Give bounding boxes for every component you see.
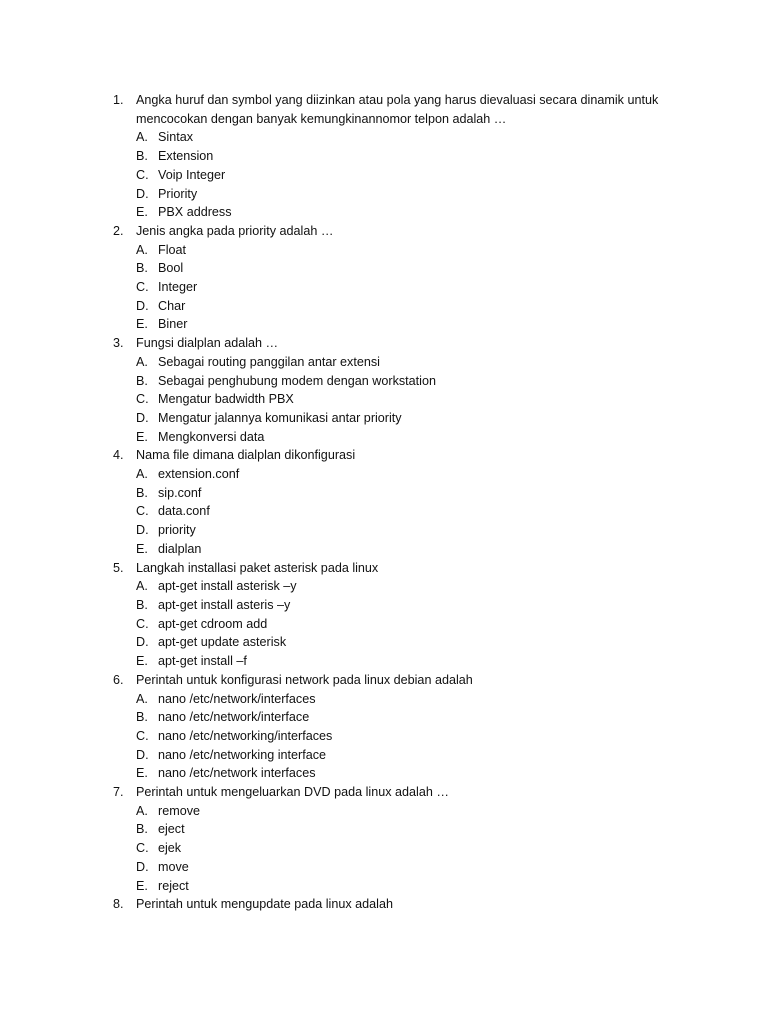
option-letter: B. (136, 822, 148, 837)
option-letter: A. (136, 130, 148, 145)
option-letter: A. (136, 691, 148, 706)
option-list (0, 353, 768, 447)
option-letter: C. (136, 280, 149, 295)
option-item (0, 521, 768, 540)
option-letter: C. (136, 841, 149, 856)
option-text: apt-get install asteris –y (158, 597, 291, 612)
option-item (0, 596, 768, 615)
question-number: 8. (113, 897, 124, 912)
option-letter: C. (136, 392, 149, 407)
option-item (0, 147, 768, 166)
question-stem: Perintah untuk konfigurasi network pada linux debian adalah (136, 672, 473, 687)
option-item (0, 278, 768, 297)
option-text: Mengkonversi data (158, 429, 265, 444)
option-item (0, 297, 768, 316)
option-text: Mengatur jalannya komunikasi antar priority (158, 410, 402, 425)
option-item (0, 185, 768, 204)
question-text (0, 783, 768, 802)
option-list (0, 241, 768, 335)
option-text: priority (158, 523, 196, 538)
option-letter: D. (136, 186, 149, 201)
option-text: remove (158, 803, 200, 818)
question-5 (0, 559, 768, 671)
option-letter: B. (136, 261, 148, 276)
option-item (0, 858, 768, 877)
option-letter: B. (136, 597, 148, 612)
option-letter: D. (136, 747, 149, 762)
option-text: apt-get install asterisk –y (158, 579, 297, 594)
option-letter: C. (136, 728, 149, 743)
option-text: data.conf (158, 504, 210, 519)
question-stem: Langkah installasi paket asterisk pada linux (136, 560, 379, 575)
option-item (0, 577, 768, 596)
option-text: Integer (158, 280, 198, 295)
option-letter: E. (136, 766, 148, 781)
option-letter: D. (136, 523, 149, 538)
option-letter: C. (136, 167, 149, 182)
option-text: Bool (158, 261, 184, 276)
option-letter: D. (136, 635, 149, 650)
option-item (0, 802, 768, 821)
option-item (0, 877, 768, 896)
option-letter: E. (136, 317, 148, 332)
option-item (0, 615, 768, 634)
question-number: 5. (113, 560, 124, 575)
option-letter: E. (136, 205, 148, 220)
option-text: dialplan (158, 541, 202, 556)
question-text (0, 334, 768, 353)
option-text: Float (158, 242, 186, 257)
option-text: Mengatur badwidth PBX (158, 392, 294, 407)
question-stem: Nama file dimana dialplan dikonfigurasi (136, 448, 356, 463)
question-8 (0, 895, 768, 914)
option-letter: A. (136, 467, 148, 482)
option-text: Voip Integer (158, 167, 226, 182)
option-text: eject (158, 822, 185, 837)
question-stem: Perintah untuk mengeluarkan DVD pada linux adalah … (136, 785, 449, 800)
question-stem: Angka huruf dan symbol yang diizinkan atau pola yang harus dievaluasi secara dinamik untuk mencocokan dengan banyak kemungkinannomor telpon adalah … (136, 93, 659, 126)
question-text (0, 895, 768, 914)
option-text: Extension (158, 149, 214, 164)
option-text: extension.conf (158, 467, 240, 482)
option-text: PBX address (158, 205, 232, 220)
option-item (0, 727, 768, 746)
option-text: Biner (158, 317, 188, 332)
option-letter: A. (136, 354, 148, 369)
option-text: apt-get update asterisk (158, 635, 287, 650)
option-text: Sebagai routing panggilan antar extensi (158, 354, 380, 369)
question-number: 3. (113, 336, 124, 351)
option-list (0, 128, 768, 222)
question-number: 1. (113, 93, 124, 107)
option-item (0, 540, 768, 559)
option-text: nano /etc/network/interfaces (158, 691, 316, 706)
option-letter: B. (136, 149, 148, 164)
option-text: apt-get cdroom add (158, 616, 268, 631)
option-letter: C. (136, 504, 149, 519)
question-4 (0, 446, 768, 558)
option-item (0, 484, 768, 503)
option-item (0, 839, 768, 858)
option-letter: C. (136, 616, 149, 631)
option-letter: D. (136, 859, 149, 874)
option-text: move (158, 859, 189, 874)
question-3 (0, 334, 768, 446)
option-item (0, 409, 768, 428)
option-list (0, 577, 768, 671)
option-item (0, 372, 768, 391)
option-text: apt-get install –f (158, 654, 247, 669)
option-item (0, 315, 768, 334)
question-stem: Fungsi dialplan adalah … (136, 336, 279, 351)
option-item (0, 690, 768, 709)
option-item (0, 128, 768, 147)
option-item (0, 465, 768, 484)
option-letter: E. (136, 654, 148, 669)
question-text (0, 446, 768, 465)
option-item (0, 764, 768, 783)
option-text: Priority (158, 186, 198, 201)
option-letter: A. (136, 803, 148, 818)
option-item (0, 652, 768, 671)
option-item (0, 746, 768, 765)
option-text: reject (158, 878, 189, 893)
question-text (0, 91, 768, 128)
option-item (0, 820, 768, 839)
question-1 (0, 91, 768, 222)
option-item (0, 241, 768, 260)
question-number: 2. (113, 223, 124, 238)
question-text (0, 671, 768, 690)
option-text: Sebagai penghubung modem dengan workstation (158, 373, 436, 388)
question-7 (0, 783, 768, 895)
option-letter: D. (136, 298, 149, 313)
question-text (0, 222, 768, 241)
option-letter: E. (136, 429, 148, 444)
question-stem: Perintah untuk mengupdate pada linux adalah (136, 897, 393, 912)
question-number: 7. (113, 785, 124, 800)
option-letter: E. (136, 878, 148, 893)
option-letter: B. (136, 373, 148, 388)
option-item (0, 502, 768, 521)
option-letter: A. (136, 579, 148, 594)
option-item (0, 708, 768, 727)
question-text (0, 559, 768, 578)
option-letter: D. (136, 410, 149, 425)
option-list (0, 465, 768, 559)
question-number: 6. (113, 672, 124, 687)
option-item (0, 203, 768, 222)
option-item (0, 353, 768, 372)
question-stem: Jenis angka pada priority adalah … (136, 223, 334, 238)
option-item (0, 428, 768, 447)
option-list (0, 802, 768, 896)
option-text: nano /etc/networking interface (158, 747, 327, 762)
option-text: nano /etc/network interfaces (158, 766, 316, 781)
option-text: ejek (158, 841, 182, 856)
option-item (0, 390, 768, 409)
question-6 (0, 671, 768, 783)
question-number: 4. (113, 448, 124, 463)
option-letter: B. (136, 710, 148, 725)
question-2 (0, 222, 768, 334)
option-item (0, 259, 768, 278)
option-text: Sintax (158, 130, 194, 145)
option-text: nano /etc/networking/interfaces (158, 728, 333, 743)
option-text: sip.conf (158, 485, 202, 500)
option-list (0, 690, 768, 784)
option-text: Char (158, 298, 186, 313)
option-item (0, 166, 768, 185)
option-letter: B. (136, 485, 148, 500)
question-list (0, 91, 768, 914)
option-letter: A. (136, 242, 148, 257)
option-letter: E. (136, 541, 148, 556)
option-item (0, 633, 768, 652)
option-text: nano /etc/network/interface (158, 710, 310, 725)
